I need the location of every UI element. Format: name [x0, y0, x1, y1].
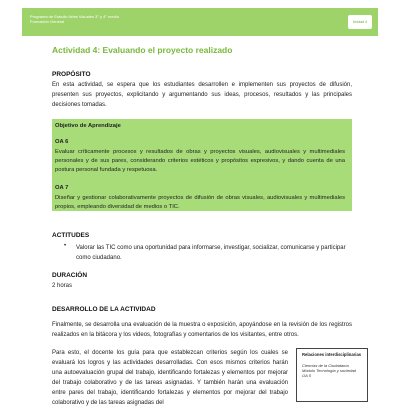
objective-code: OA 6	[55, 139, 69, 145]
interdisciplinary-item: OA 5	[302, 373, 311, 378]
objectives-box	[52, 119, 352, 211]
objective-text: Diseñar y gestionar colaborativamente proyectos de difusión de obras visuales, audiovisuales y multimediales propios, empleando diversidad de medios o TIC.	[55, 195, 345, 210]
attitude-text: Valorar las TIC como una oportunidad para informarse, investigar, socializar, comunicarse y participar como ciudadano.	[76, 245, 346, 261]
unit-badge: Unidad 4	[348, 15, 372, 29]
duration-heading: DURACIÓN	[52, 272, 88, 279]
interdisciplinary-title: Relaciones interdisciplinarias	[302, 352, 362, 357]
purpose-text: En esta actividad, se espera que los estudiantes desarrollen e implementen sus proyectos de difusión, presenten sus proyectos, explicitando y argumentando sus ideas, procesos, resultados y las principales decisiones tomadas.	[52, 82, 352, 108]
purpose-heading: PROPÓSITO	[52, 71, 91, 78]
program-label	[30, 14, 119, 24]
activity-title: Actividad 4: Evaluando el proyecto realizado	[52, 45, 233, 55]
attitudes-heading: ACTITUDES	[52, 232, 90, 239]
objective-text: Evaluar críticamente procesos y resultados de obras y proyectos visuales, audiovisuales y multimediales personales y de sus pares, considerando criterios estéticos y propósitos expresivos, y dando cuenta de una postura personal fundada y respetuosa.	[55, 149, 345, 173]
page-header	[22, 8, 378, 36]
objectives-heading: Objetivo de Aprendizaje	[55, 123, 121, 129]
program-line-1: Programa de Estudio Artes Visuales 3° y 4° medio	[30, 14, 119, 19]
interdisciplinary-item: Ciencias de la Ciudadanía Módulo Tecnología y sociedad	[302, 363, 356, 373]
interdisciplinary-box	[296, 348, 368, 402]
objective-code: OA 7	[55, 185, 69, 191]
development-paragraph: Finalmente, se desarrolla una evaluación de la muestra o exposición, apoyándose en la revisión de los registros realizados en la bitácora y los videos, fotografías y comentarios de los visitantes, entre otros.	[52, 322, 352, 338]
program-line-2: Formación General	[30, 19, 65, 24]
bullet-icon: •	[64, 243, 67, 249]
development-heading: DESARROLLO DE LA ACTIVIDAD	[52, 306, 156, 313]
development-paragraph: Para esto, el docente los guía para que establezcan criterios según los cuales se evaluará los logros y las actividades desarrolladas. Con esos mismos criterios harán una autoevaluación grupal del trabajo, identificando fortalezas y elementos por mejorar del trabajo colaborativo y de las tareas asignadas. Y también harán una evaluación entre pares del trabajo, identificando fortalezas y elementos por mejorar del trabajo colaborativo y de las tareas asignadas del	[52, 350, 288, 406]
interdisciplinary-items	[302, 363, 362, 378]
duration-value: 2 horas	[52, 283, 73, 289]
